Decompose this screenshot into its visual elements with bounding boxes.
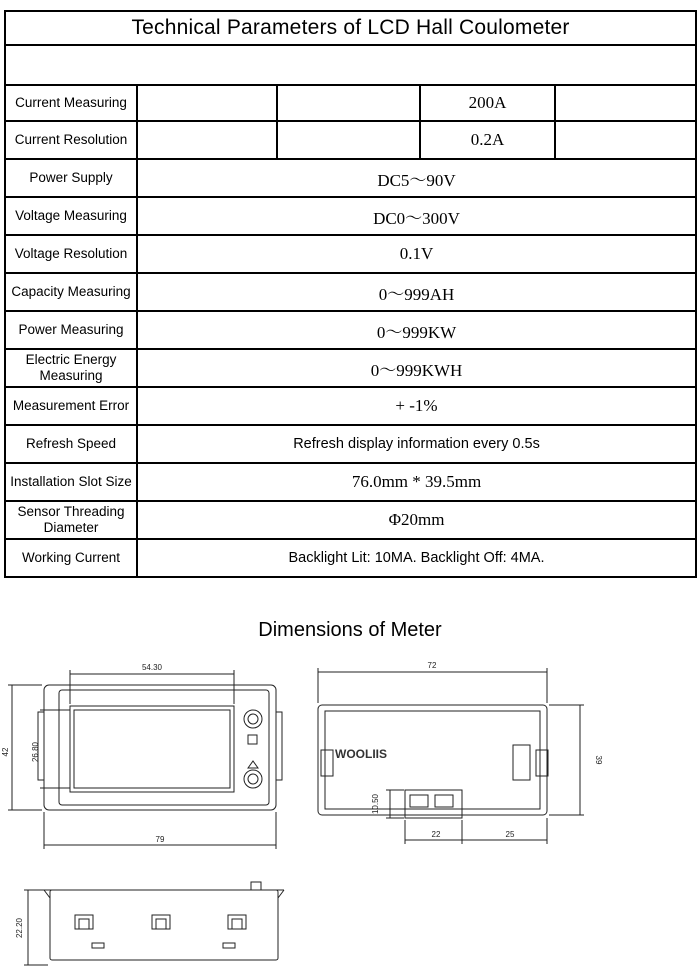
row-label: Voltage Resolution xyxy=(5,235,137,273)
front-outer-width-label: 79 xyxy=(155,835,165,844)
side-view-drawing xyxy=(24,882,284,965)
row-label: Sensor Threading Diameter xyxy=(5,501,137,539)
row-label: Power Supply xyxy=(5,159,137,197)
row-value: + -1% xyxy=(137,387,696,425)
dimensions-title: Dimensions of Meter xyxy=(258,619,442,641)
row-value: DC5～90V xyxy=(137,159,696,197)
table-title: Technical Parameters of LCD Hall Coulometer xyxy=(5,11,696,45)
row-label: Current Resolution xyxy=(5,121,137,159)
row-value: 76.0mm * 39.5mm xyxy=(137,463,696,501)
front-screen-height-label: 26.80 xyxy=(31,741,40,763)
row-value: 0～999KW xyxy=(137,311,696,349)
back-width-label: 72 xyxy=(427,661,437,670)
row-value: Refresh display information every 0.5s xyxy=(137,425,696,463)
row-label: Electric Energy Measuring xyxy=(5,349,137,387)
row-label: Refresh Speed xyxy=(5,425,137,463)
terminal-height-label: 10.50 xyxy=(371,793,380,815)
front-screen-width-label: 54.30 xyxy=(141,663,163,672)
row-label: Voltage Measuring xyxy=(5,197,137,235)
row-label: Power Measuring xyxy=(5,311,137,349)
row-value: Backlight Lit: 10MA. Backlight Off: 4MA. xyxy=(137,539,696,577)
row-label: Capacity Measuring xyxy=(5,273,137,311)
row-value: 0～999KWH xyxy=(137,349,696,387)
row-value: 200A xyxy=(420,85,555,121)
side-height-label: 22.20 xyxy=(15,917,24,939)
row-label: Working Current xyxy=(5,539,137,577)
row-value: DC0～300V xyxy=(137,197,696,235)
front-view-drawing xyxy=(8,670,282,849)
row-value: 0.1V xyxy=(137,235,696,273)
row-label: Installation Slot Size xyxy=(5,463,137,501)
terminal-width-label: 22 xyxy=(431,830,441,839)
front-outer-height-label: 42 xyxy=(1,747,10,757)
row-value: 0.2A xyxy=(420,121,555,159)
row-value: 0～999AH xyxy=(137,273,696,311)
row-label: Measurement Error xyxy=(5,387,137,425)
back-height-label: 39 xyxy=(594,755,603,765)
row-label: Current Measuring xyxy=(5,85,137,121)
row-value: Φ20mm xyxy=(137,501,696,539)
brand-logo: WOOLIIS xyxy=(335,747,387,761)
terminal-offset-label: 25 xyxy=(505,830,515,839)
